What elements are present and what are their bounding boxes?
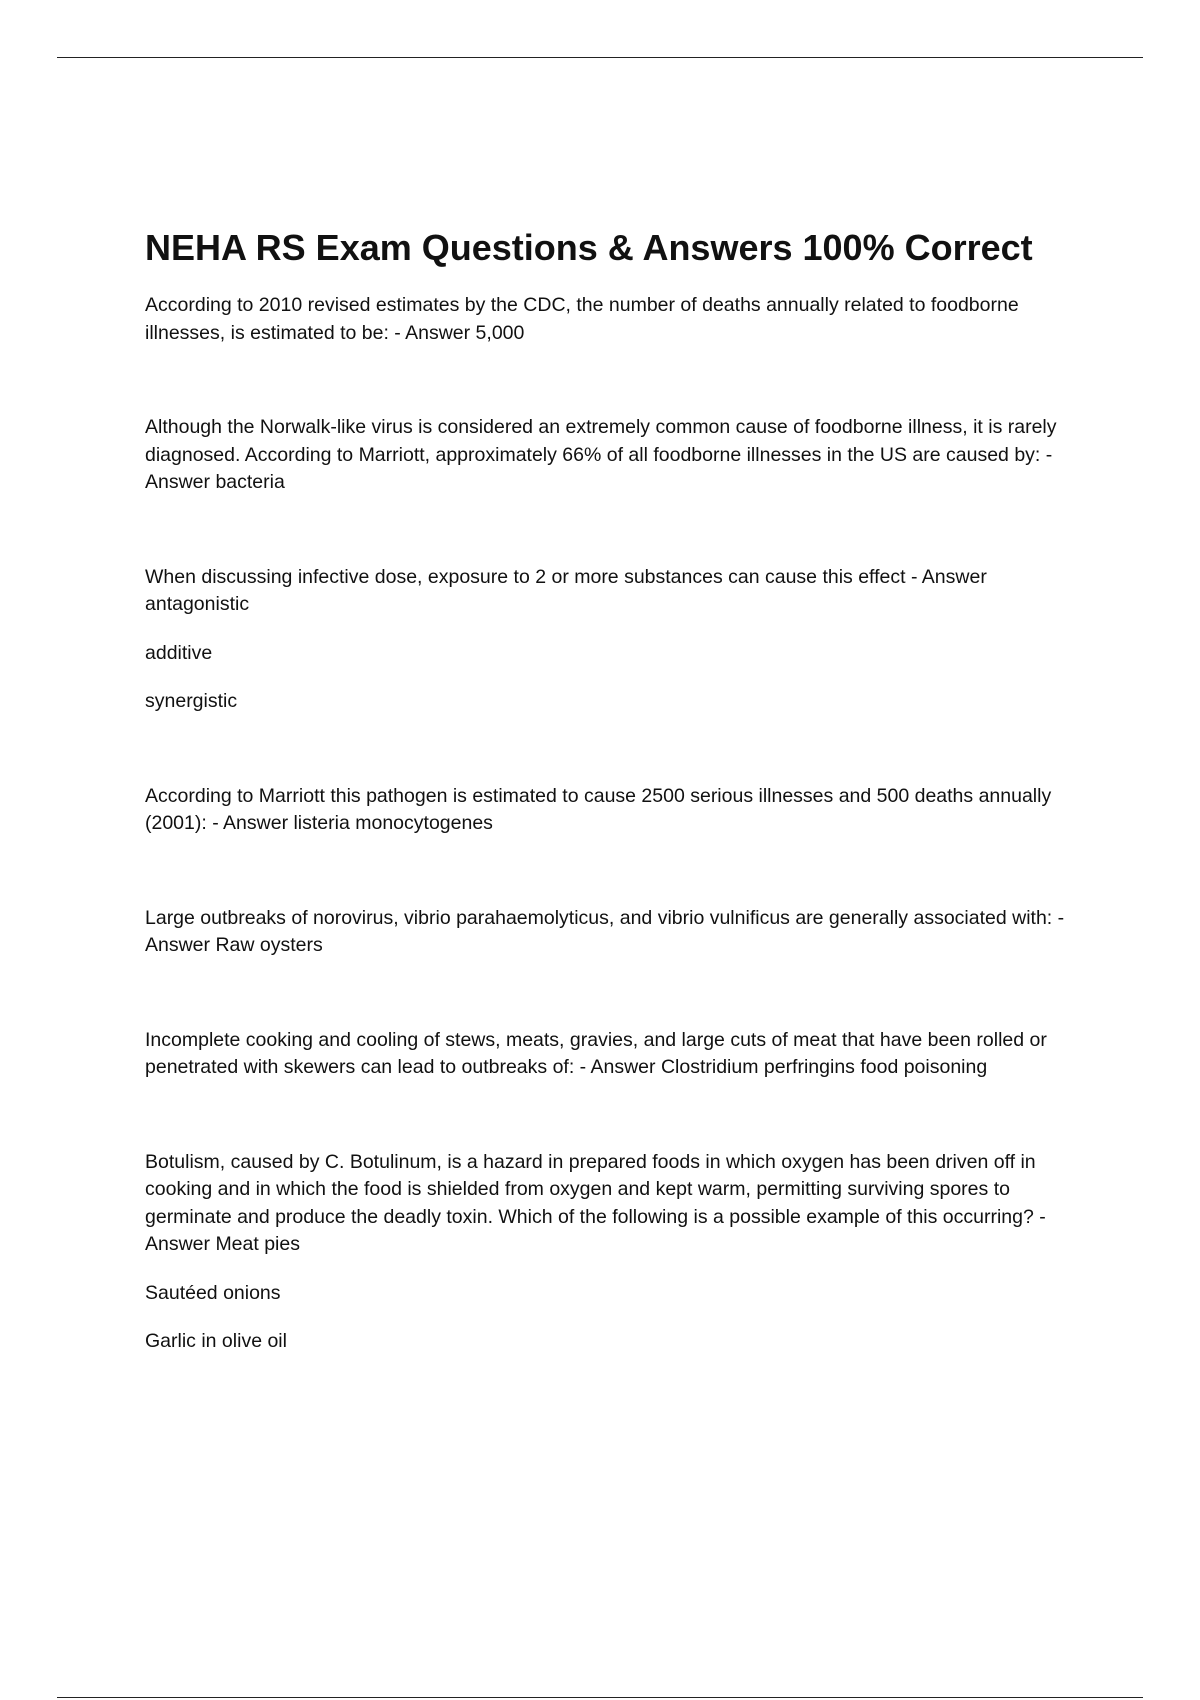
qa-item-5 (145, 905, 1095, 960)
qa-text: According to Marriott this pathogen is estimated to cause 2500 serious illnesses and 500 deaths annually (2001): - Answer listeria monocytogenes (145, 784, 1052, 834)
spacer (145, 716, 1095, 783)
qa-extra-answer: synergistic (145, 690, 238, 712)
qa-text: Incomplete cooking and cooling of stews, meats, gravies, and large cuts of meat that have been rolled or penetrated with skewers can lead to outbreaks of: - Answer Clostridium perfringins food poisoning (145, 1028, 1047, 1078)
spacer (145, 960, 1095, 1027)
bottom-divider (57, 1697, 1143, 1698)
qa-text: Although the Norwalk-like virus is considered an extremely common cause of foodborne illness, it is rarely diagnosed. According to Marriott, approximately 66% of all foodborne illnesses in the US are caused by: - Answer bacteria (145, 416, 1057, 493)
spacer (145, 347, 1095, 414)
qa-item-3 (145, 564, 1095, 716)
document-title: NEHA RS Exam Questions & Answers 100% Correct (145, 227, 1033, 268)
qa-text: Botulism, caused by C. Botulinum, is a hazard in prepared foods in which oxygen has been driven off in cooking and in which the food is shielded from oxygen and kept warm, permitting surviving spores to germinate and produce the deadly toxin. Which of the following is a possible example of this occurring? - Answer Meat pies (145, 1150, 1046, 1255)
spacer (145, 1082, 1095, 1149)
qa-item-2 (145, 414, 1095, 497)
qa-text: When discussing infective dose, exposure to 2 or more substances can cause this effect - Answer antagonistic (145, 565, 987, 615)
qa-extra-answer: additive (145, 641, 213, 664)
document-body (145, 226, 1095, 1356)
spacer (145, 497, 1095, 564)
qa-extra-answer: Sautéed onions (145, 1281, 281, 1304)
qa-item-1 (145, 292, 1095, 347)
top-divider (57, 57, 1143, 58)
spacer (145, 838, 1095, 905)
qa-item-7 (145, 1149, 1095, 1356)
qa-text: According to 2010 revised estimates by the CDC, the number of deaths annually related to foodborne illnesses, is estimated to be: - Answer 5,000 (145, 294, 1019, 344)
qa-extra-answer: Garlic in olive oil (145, 1330, 287, 1352)
qa-item-4 (145, 783, 1095, 838)
qa-item-6 (145, 1027, 1095, 1082)
qa-text: Large outbreaks of norovirus, vibrio parahaemolyticus, and vibrio vulnificus are generally associated with: - Answer Raw oysters (145, 906, 1065, 956)
